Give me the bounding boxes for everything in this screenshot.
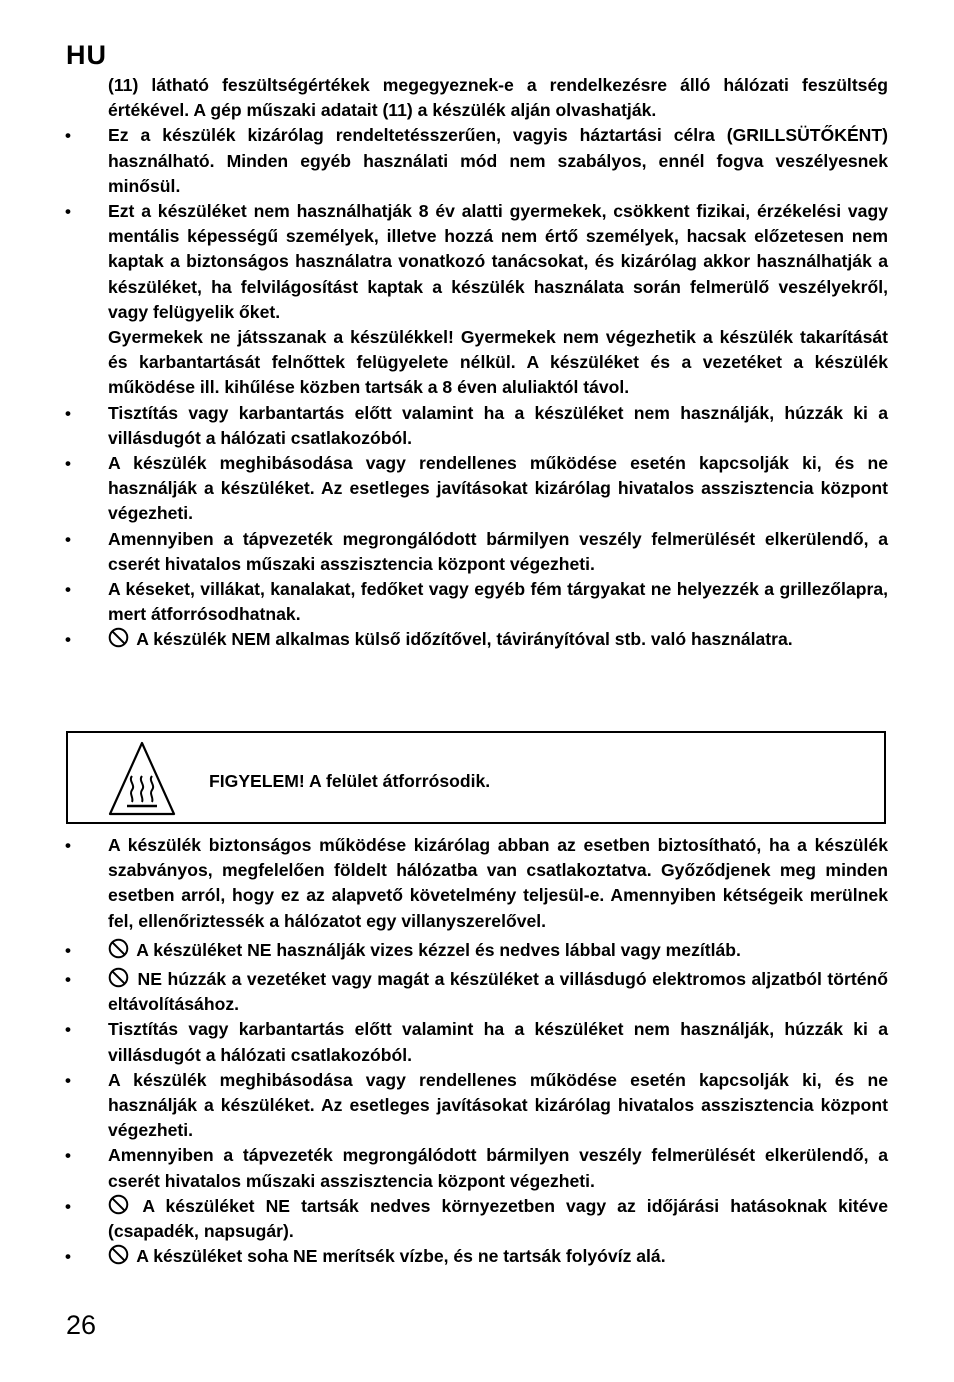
bullet-icon: • (65, 454, 71, 474)
item-text: Tisztítás vagy karbantartás előtt valamint ha a készüléket nem használják, húzzák ki a villásdugót a hálózati csatlakozóból. (108, 402, 888, 448)
page-number: 26 (66, 1310, 97, 1340)
bullet-icon: • (65, 580, 71, 600)
warning-text: FIGYELEM! A felület átforrósodik. (209, 771, 491, 791)
bullet-icon: • (65, 836, 71, 855)
item-text: Ezt a készüléket nem használhatják 8 év alatti gyermekek, csökkent fizikai, érzékelési vagy mentális képességű személyek, illetve hozzá nem értő személyek, hacsak előzetesen nem kaptak a biztonságos használatra vonatkozó tanácsokat, és kizárólag akkor használhatják a készüléket, ha felvilágosítást kaptak a készülék használata során felmerülő veszélyekről, vagy felügyelik őket. (108, 201, 888, 322)
list-item (65, 1244, 888, 1269)
item-text: A készülék meghibásodása vagy rendellenes működése esetén kapcsolják ki, és ne használják a készüléket. Az esetleges javításokat kizárólag hivatalos asszisztencia központ végezheti. (108, 453, 888, 524)
prohibited-icon (108, 938, 129, 959)
item-text: A készülék NEM alkalmas külső időzítővel, távirányítóval stb. való használatra. (136, 629, 793, 650)
item-text: Amennyiben a tápvezeték megrongálódott bármilyen veszély felmerülését elkerülendő, a cserét hivatalos műszaki asszisztencia központ végezheti. (108, 528, 888, 574)
language-code: HU (66, 40, 107, 70)
item-text: Ez a készülék kizárólag rendeltetésszerűen, vagyis háztartási célra (GRILLSÜTŐKÉNT) használható. Minden egyéb használati mód nem szabályos, ennél fogva veszélyesnek minősül. (108, 125, 888, 196)
list-item (65, 1068, 888, 1144)
item-text: Amennyiben a tápvezeték megrongálódott bármilyen veszély felmerülését elkerülendő, a cserét hivatalos műszaki asszisztencia központ végezheti. (108, 1145, 888, 1191)
item-text: A készüléket NE használják vizes kézzel és nedves lábbal vagy mezítláb. (136, 939, 741, 960)
list-item (65, 833, 888, 934)
list-item (65, 199, 888, 325)
list-item (65, 1194, 888, 1244)
bullet-icon: • (65, 1146, 71, 1166)
bullet-icon: • (65, 202, 71, 222)
item-text: A késeket, villákat, kanalakat, fedőket vagy egyéb fém tárgyakat ne helyezzék a grillezőlapra, mert átforrósodhatnak. (108, 579, 888, 625)
bullet-icon: • (65, 126, 71, 146)
list-item (65, 123, 888, 199)
item-continuation: Gyermekek ne játsszanak a készülékkel! Gyermekek nem végezhetik a készülék takarítását és karbantartását felnőttek felügyelete nélkül. A készüléket és a vezetéket a készülék működése ill. kihűlése közben tartsák a 8 éven aluliaktól távol. (108, 327, 888, 398)
bullet-icon: • (65, 970, 71, 990)
list-item (65, 938, 888, 963)
list-item (65, 451, 888, 527)
prohibited-icon (108, 967, 129, 988)
item-text: A készüléket NE tartsák nedves környezetben vagy az időjárási hatásoknak kitéve (csapadék, napsugár). (108, 1195, 888, 1242)
bullet-icon: • (65, 1020, 71, 1040)
safety-instructions-top (65, 73, 888, 653)
bullet-icon: • (65, 630, 71, 650)
prohibited-icon (108, 1194, 129, 1215)
list-item (65, 967, 889, 1017)
warning-box (66, 731, 886, 824)
list-item (65, 1017, 888, 1067)
bullet-icon: • (65, 1196, 71, 1216)
safety-instructions-bottom (65, 833, 889, 1269)
bullet-icon: • (65, 940, 71, 960)
prohibited-icon (108, 1244, 129, 1265)
item-text: A készülék biztonságos működése kizárólag abban az esetben biztosítható, ha a készülék szabványos, megfelelően földelt hálózatba van csatlakoztatva. Győződjenek meg minden esetben arról, hogy ez az alapvető követelmény teljesül-e. Amennyiben kétségeik merülnek fel, ellenőriztessék a hálózatot egy villanyszerelővel. (108, 835, 888, 931)
list-item (65, 1143, 888, 1193)
item-text: Tisztítás vagy karbantartás előtt valamint ha a készüléket nem használják, húzzák ki a villásdugót a hálózati csatlakozóból. (108, 1019, 888, 1065)
hot-surface-warning-icon (108, 740, 176, 818)
intro-paragraph: (11) látható feszültségértékek megegyeznek-e a rendelkezésre álló hálózati feszültség értékével. A gép műszaki adatait (11) a készülék alján olvashatják. (108, 75, 888, 121)
list-item (65, 577, 888, 627)
item-text: A készülék meghibásodása vagy rendellenes működése esetén kapcsolják ki, és ne használják a készüléket. Az esetleges javításokat kizárólag hivatalos asszisztencia központ végezheti. (108, 1069, 888, 1141)
item-text: A készüléket soha NE merítsék vízbe, és ne tartsák folyóvíz alá. (136, 1246, 666, 1267)
list-item (65, 527, 888, 577)
prohibited-icon (108, 627, 129, 648)
list-item (65, 401, 888, 451)
bullet-icon: • (65, 403, 71, 423)
bullet-icon: • (65, 529, 71, 549)
list-item (65, 627, 888, 652)
item-text: NE húzzák a vezetéket vagy magát a készüléket a villásdugó elektromos aljzatból történő eltávolításához. (108, 969, 889, 1015)
bullet-icon: • (65, 1070, 71, 1090)
bullet-icon: • (65, 1247, 71, 1267)
